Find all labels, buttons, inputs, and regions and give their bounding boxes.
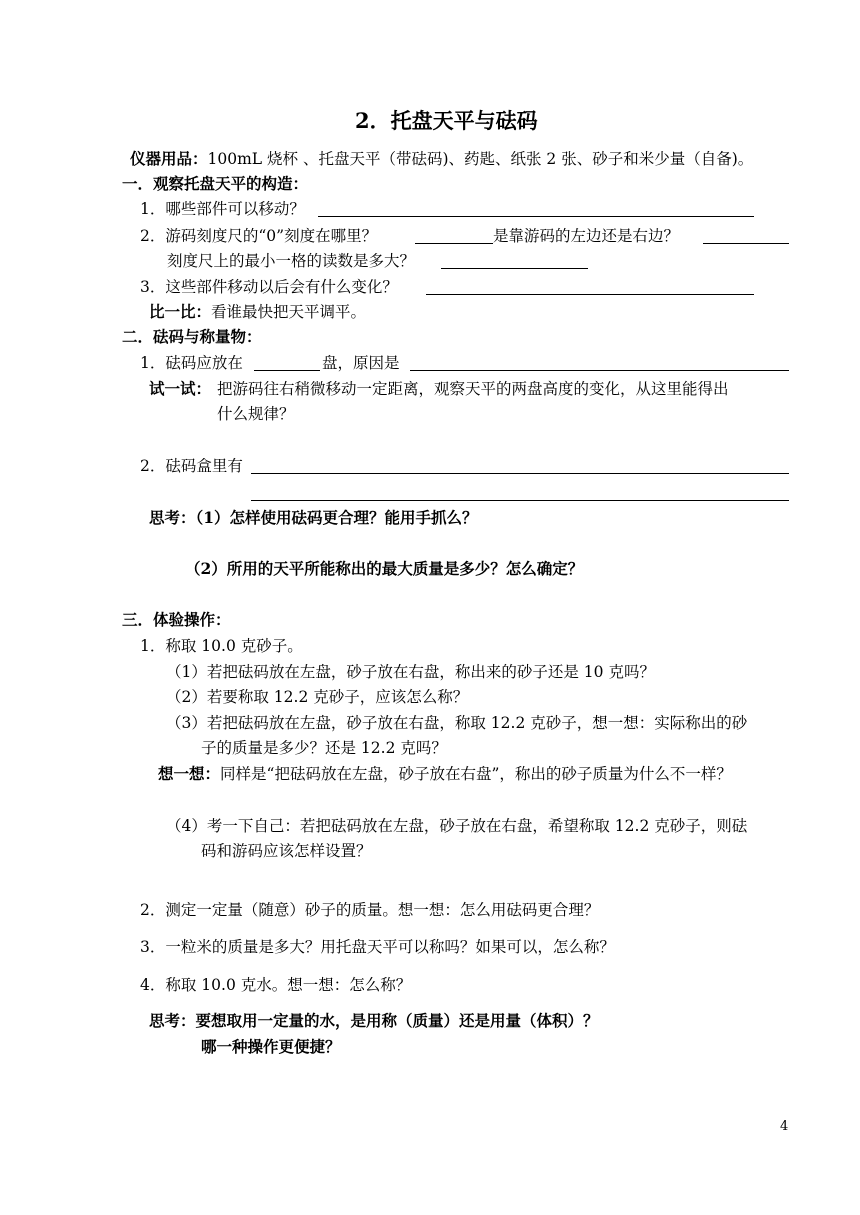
- s2-think-1: 思考：（1）怎样使用砝码更合理？能用手抓么？: [149, 508, 478, 527]
- s1-q2c: 刻度尺上的最小一格的读数是多大？: [167, 252, 416, 270]
- s3-q3: 3．一粒米的质量是多大？用托盘天平可以称吗？如果可以，怎么称？: [140, 938, 615, 956]
- answer-line: [426, 294, 754, 295]
- s3-think-label: 想一想：: [158, 764, 221, 783]
- s1-q3: 3．这些部件移动以后会有什么变化？: [140, 278, 398, 296]
- s3-think-text: 同样是“把砝码放在左盘，砂子放在右盘”，称出的砂子质量为什么不一样？: [220, 765, 732, 783]
- answer-line: [410, 370, 789, 371]
- s2-q1b: 盘，原因是: [322, 354, 400, 372]
- answer-line: [251, 473, 789, 474]
- s3-think-2b: 哪一种操作更便捷？: [201, 1037, 341, 1056]
- compare-text: 看谁最快把天平调平。: [211, 303, 367, 321]
- s1-q1: 1．哪些部件可以移动？: [140, 200, 305, 218]
- s3-q1-3b: 子的质量是多少？还是 12.2 克吗？: [201, 739, 447, 757]
- s3-q1-2: （2）若要称取 12.2 克砂子，应该怎么称？: [166, 688, 469, 706]
- answer-line: [254, 370, 320, 371]
- try-line-1: 把游码往右稍微移动一定距离，观察天平的两盘高度的变化，从这里能得出: [217, 380, 729, 398]
- s3-q1-1: （1）若把砝码放在左盘，砂子放在右盘，称出来的砂子还是 10 克吗？: [166, 663, 655, 681]
- compare-label: 比一比：: [149, 302, 212, 321]
- equipment-line: [130, 148, 753, 170]
- answer-line: [441, 268, 588, 269]
- try-line-2: 什么规律？: [217, 405, 295, 423]
- s3-q2: 2．测定一定量（随意）砂子的质量。想一想：怎么用砝码更合理？: [140, 901, 600, 919]
- equipment-label: 仪器用品：: [130, 149, 208, 168]
- s1-q2a: 2．游码刻度尺的“0”刻度在哪里？: [140, 227, 378, 245]
- section-3-heading: 三．体验操作：: [122, 610, 231, 629]
- compare-line: [149, 301, 366, 323]
- equipment-text: 100mL 烧杯 、托盘天平（带砝码)、药匙、纸张 2 张、砂子和米少量（自备)。: [207, 150, 754, 168]
- s3-q1: 1．称取 10.0 克砂子。: [140, 637, 303, 655]
- answer-line: [703, 243, 789, 244]
- answer-line: [318, 216, 754, 217]
- s1-q2b: 是靠游码的左边还是右边？: [493, 227, 680, 245]
- s3-q1-4a: （4）考一下自己：若把砝码放在左盘，砂子放在右盘，希望称取 12.2 克砂子，则砝: [166, 817, 748, 835]
- page-title: 2．托盘天平与砝码: [355, 108, 538, 133]
- s3-q4: 4．称取 10.0 克水。想一想：怎么称？: [140, 976, 412, 994]
- answer-line: [251, 500, 789, 501]
- page-number: 4: [780, 1119, 789, 1134]
- s3-q1-4b: 码和游码应该怎样设置？: [201, 842, 372, 860]
- answer-line: [415, 243, 493, 244]
- s2-think-2: （2）所用的天平所能称出的最大质量是多少？怎么确定？: [185, 559, 584, 578]
- s2-q1a: 1．砝码应放在: [140, 354, 243, 372]
- try-label: 试一试：: [149, 379, 212, 398]
- s3-q1-3a: （3）若把砝码放在左盘，砂子放在右盘，称取 12.2 克砂子，想一想：实际称出的砂: [166, 714, 748, 732]
- s2-q2: 2．砝码盒里有: [140, 457, 243, 475]
- section-2-heading: 二．砝码与称量物：: [122, 327, 262, 346]
- s3-think-2a: 思考：要想取用一定量的水，是用称（质量）还是用量（体积）？: [149, 1011, 599, 1030]
- s3-think-line: [158, 763, 732, 785]
- section-1-heading: 一．观察托盘天平的构造：: [122, 174, 309, 193]
